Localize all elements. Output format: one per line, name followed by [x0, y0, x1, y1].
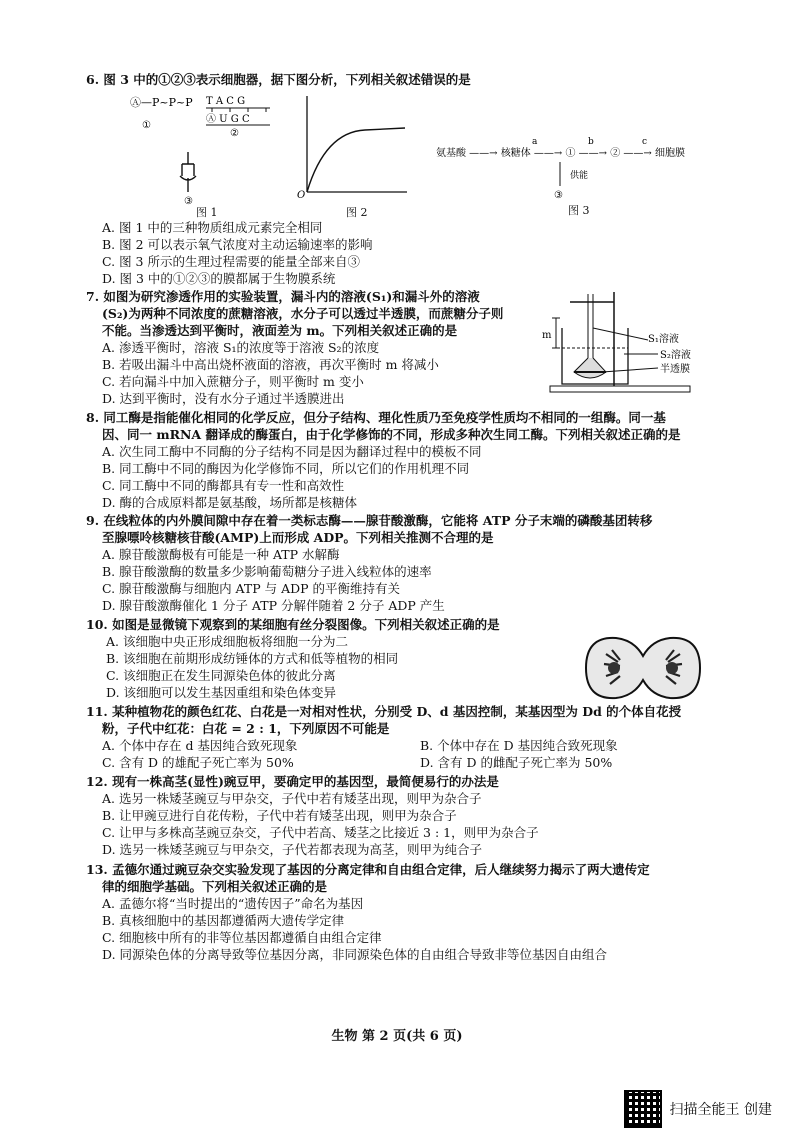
q7-stem-1: 7. 如图为研究渗透作用的实验装置，漏斗内的溶液(S₁)和漏斗外的溶液	[86, 289, 480, 304]
osmosis-apparatus	[540, 288, 710, 398]
q11-option-b: B. 个体中存在 D 基因纯合致死现象	[420, 738, 618, 753]
fig3-caption: 图 3	[568, 204, 590, 217]
q11-stem-1: 11. 某种植物花的颜色红花、白花是一对相对性状，分别受 D、d 基因控制，某基因型为 Dd 的个体自花授	[86, 704, 682, 719]
q9-option-c: C. 腺苷酸激酶与细胞内 ATP 与 ADP 的平衡维持有关	[102, 581, 401, 596]
fig3-circle-3: ③	[554, 190, 563, 201]
fig3-supply-label: 供能	[570, 171, 589, 181]
q13-option-c: C. 细胞核中所有的非等位基因都遵循自由组合定律	[102, 930, 382, 945]
fig1-codon-top: T A C G	[206, 96, 246, 107]
q10-option-d: D. 该细胞可以发生基因重组和染色体变异	[106, 685, 337, 700]
q10-stem: 10. 如图是显微镜下观察到的某细胞有丝分裂图像。下列相关叙述正确的是	[86, 617, 500, 632]
q8-stem-1: 8. 同工酶是指能催化相同的化学反应，但分子结构、理化性质乃至免疫学性质均不相同的一组酶。同一基	[86, 410, 666, 425]
q12-option-a: A. 选另一株矮茎豌豆与甲杂交，子代中若有矮茎出现，则甲为杂合子	[102, 791, 482, 806]
label-membrane: 半透膜	[660, 364, 690, 375]
q6-stem: 6. 图 3 中的①②③表示细胞器，据下图分析，下列相关叙述错误的是	[86, 72, 471, 87]
q6-option-b: B. 图 2 可以表示氧气浓度对主动运输速率的影响	[102, 237, 373, 252]
q7-option-b: B. 若吸出漏斗中高出烧杯液面的溶液，再次平衡时 m 将减小	[102, 357, 439, 372]
fig2-origin: O	[297, 190, 306, 200]
fig1-atp-label: Ⓐ—P~P~P	[130, 96, 193, 109]
figure-3	[436, 130, 716, 202]
label-s1: S₁溶液	[648, 334, 679, 345]
q7-stem-2: (S₂)为两种不同浓度的蔗糖溶液，水分子可以透过半透膜，而蔗糖分子则	[102, 306, 504, 321]
q6-option-a: A. 图 1 中的三种物质组成元素完全相同	[102, 220, 323, 235]
q8-stem-2: 因、同一 mRNA 翻译成的酶蛋白，由于化学修饰的不同，形成多种次生同工酶。下列相关叙述正确的是	[102, 427, 681, 442]
q10-option-c: C. 该细胞正在发生同源染色体的彼此分离	[106, 668, 336, 683]
q9-option-b: B. 腺苷酸激酶的数量多少影响葡萄糖分子进入线粒体的速率	[102, 564, 432, 579]
fig1-circle-1: ①	[142, 120, 151, 131]
q12-option-c: C. 让甲与多株高茎豌豆杂交，子代中若高、矮茎之比接近 3 : 1，则甲为杂合子	[102, 825, 539, 840]
fig1-circle-2: ②	[230, 128, 239, 139]
q8-option-d: D. 酶的合成原料都是氨基酸，场所都是核糖体	[102, 495, 358, 510]
qr-code-icon	[624, 1090, 662, 1128]
q7-option-a: A. 渗透平衡时，溶液 S₁的浓度等于溶液 S₂的浓度	[102, 340, 380, 355]
q13-option-b: B. 真核细胞中的基因都遵循两大遗传学定律	[102, 913, 345, 928]
label-m: m	[542, 330, 552, 341]
fig3-label-a: a	[532, 137, 538, 147]
q6-option-c: C. 图 3 所示的生理过程需要的能量全部来自③	[102, 254, 360, 269]
fig1-codon-bottom: Ⓐ U G C	[206, 114, 250, 125]
q12-stem: 12. 现有一株高茎(显性)豌豆甲，要确定甲的基因型，最简便易行的办法是	[86, 774, 499, 789]
q11-stem-2: 粉，子代中红花：白花 = 2 : 1，下列原因不可能是	[102, 721, 390, 736]
fig2-caption: 图 2	[346, 206, 368, 219]
q13-option-a: A. 孟德尔将“当时提出的“遗传因子”命名为基因	[102, 896, 364, 911]
mitosis-cell-image	[578, 632, 708, 704]
q9-option-a: A. 腺苷酸激酶极有可能是一种 ATP 水解酶	[102, 547, 340, 562]
fig3-label-b: b	[588, 137, 594, 147]
fig3-flow: 氨基酸 ——→ 核糖体 ——→ ① ——→ ② ——→ 细胞膜	[436, 148, 685, 159]
fig1-caption: 图 1	[196, 206, 218, 219]
label-s2: S₂溶液	[660, 350, 691, 361]
q8-option-a: A. 次生同工酶中不同酶的分子结构不同是因为翻译过程中的模板不同	[102, 444, 482, 459]
q7-option-d: D. 达到平衡时，没有水分子通过半透膜进出	[102, 391, 345, 406]
page-footer: 生物 第 2 页(共 6 页)	[331, 1029, 463, 1044]
q11-option-c: C. 含有 D 的雄配子死亡率为 50%	[102, 755, 294, 770]
q7-option-c: C. 若向漏斗中加入蔗糖分子，则平衡时 m 变小	[102, 374, 364, 389]
q13-stem-2: 律的细胞学基础。下列相关叙述正确的是	[102, 879, 328, 894]
scanner-watermark	[624, 1090, 772, 1128]
scanner-watermark-text: 扫描全能王 创建	[669, 1102, 772, 1118]
q9-stem-2: 至腺嘌呤核糖核苷酸(AMP)上而形成 ADP。下列相关推测不合理的是	[102, 530, 494, 545]
figure-2	[295, 92, 415, 200]
q10-option-a: A. 该细胞中央正形成细胞板将细胞一分为二	[106, 634, 348, 649]
q10-option-b: B. 该细胞在前期形成纺锤体的方式和低等植物的相同	[106, 651, 399, 666]
q7-stem-3: 不能。当渗透达到平衡时，液面差为 m。下列相关叙述正确的是	[102, 323, 458, 338]
q11-option-d: D. 含有 D 的雌配子死亡率为 50%	[420, 755, 613, 770]
q9-stem-1: 9. 在线粒体的内外膜间隙中存在着一类标志酶——腺苷酸激酶，它能将 ATP 分子末端的磷酸基团转移	[86, 513, 653, 528]
q6-option-d: D. 图 3 中的①②③的膜都属于生物膜系统	[102, 271, 336, 286]
q8-option-c: C. 同工酶中不同的酶都具有专一性和高效性	[102, 478, 345, 493]
q12-option-d: D. 选另一株矮茎豌豆与甲杂交，子代若都表现为高茎，则甲为纯合子	[102, 842, 483, 857]
figure-1	[130, 92, 280, 212]
q13-stem-1: 13. 孟德尔通过豌豆杂交实验发现了基因的分离定律和自由组合定律，后人继续努力揭示了两大遗传定	[86, 862, 650, 877]
fig3-label-c: c	[642, 137, 648, 147]
q9-option-d: D. 腺苷酸激酶催化 1 分子 ATP 分解伴随着 2 分子 ADP 产生	[102, 598, 445, 613]
fig1-circle-3: ③	[184, 196, 193, 207]
q13-option-d: D. 同源染色体的分离导致等位基因分离，非同源染色体的自由组合导致非等位基因自由组合	[102, 947, 608, 962]
q8-option-b: B. 同工酶中不同的酶因为化学修饰不同，所以它们的作用机理不同	[102, 461, 470, 476]
q11-option-a: A. 个体中存在 d 基因纯合致死现象	[102, 738, 298, 753]
q12-option-b: B. 让甲豌豆进行自花传粉，子代中若有矮茎出现，则甲为杂合子	[102, 808, 457, 823]
